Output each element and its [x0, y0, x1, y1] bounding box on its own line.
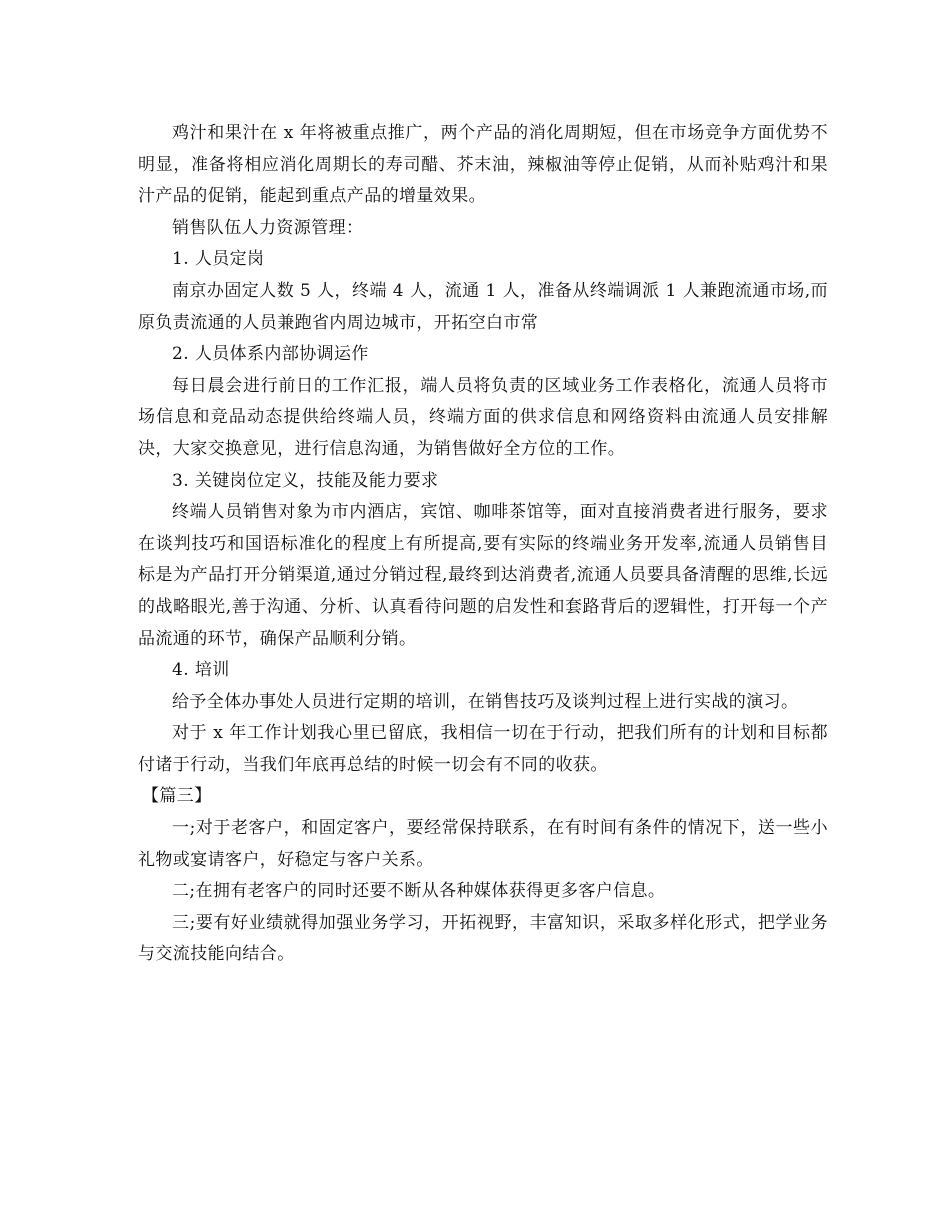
document-body — [138, 118, 828, 971]
heading-coordination: 2. 人员体系内部协调运作 — [172, 344, 369, 365]
heading-training: 4. 培训 — [172, 660, 230, 681]
heading-key-positions: 3. 关键岗位定义，技能及能力要求 — [172, 470, 439, 491]
paragraph-item-one: 一;对于老客户，和固定客户，要经常保持联系，在有时间有条件的情况下，送一些小礼物或宴请客户，好稳定与客户关系。 — [138, 818, 828, 870]
section-title-part-three: 【篇三】 — [142, 786, 212, 807]
heading-staffing: 1. 人员定岗 — [172, 249, 265, 270]
heading-hr-management: 销售队伍人力资源管理： — [172, 217, 364, 238]
paragraph-staffing: 南京办固定人数 5 人，终端 4 人，流通 1 人，准备从终端调派 1 人兼跑流通市场,而原负责流通的人员兼跑省内周边城市，开拓空白市常 — [138, 280, 828, 333]
paragraph-promotion: 鸡汁和果汁在 x 年将被重点推广，两个产品的消化周期短，但在市场竞争方面优势不明显，准备将相应消化周期长的寿司醋、芥末油，辣椒油等停止促销，从而补贴鸡汁和果汁产品的促销，能起到重点产品的增量效果。 — [138, 123, 828, 207]
paragraph-conclusion: 对于 x 年工作计划我心里已留底，我相信一切在于行动，把我们所有的计划和目标都付诸于行动，当我们年底再总结的时候一切会有不同的收获。 — [138, 723, 828, 775]
paragraph-coordination: 每日晨会进行前日的工作汇报，端人员将负责的区域业务工作表格化，流通人员将市场信息和竞品动态提供给终端人员，终端方面的供求信息和网络资料由流通人员安排解决，大家交换意见，进行信息沟通，为销售做好全方位的工作。 — [138, 375, 828, 459]
paragraph-key-positions: 终端人员销售对象为市内酒店，宾馆、咖啡茶馆等，面对直接消费者进行服务，要求在谈判技巧和国语标准化的程度上有所提高,要有实际的终端业务开发率,流通人员销售目标是为产品打开分销渠道,通过分销过程,最终到达消费者,流通人员要具备清醒的思维,长远的战略眼光,善于沟通、分析、认真看待问题的启发性和套路背后的逻辑性，打开每一个产品流通的环节，确保产品顺利分销。 — [138, 502, 828, 649]
paragraph-item-three: 三;要有好业绩就得加强业务学习，开拓视野，丰富知识，采取多样化形式，把学业务与交流技能向结合。 — [138, 912, 828, 965]
paragraph-item-two: 二;在拥有老客户的同时还要不断从各种媒体获得更多客户信息。 — [172, 881, 666, 902]
paragraph-training: 给予全体办事处人员进行定期的培训，在销售技巧及谈判过程上进行实战的演习。 — [172, 691, 799, 712]
